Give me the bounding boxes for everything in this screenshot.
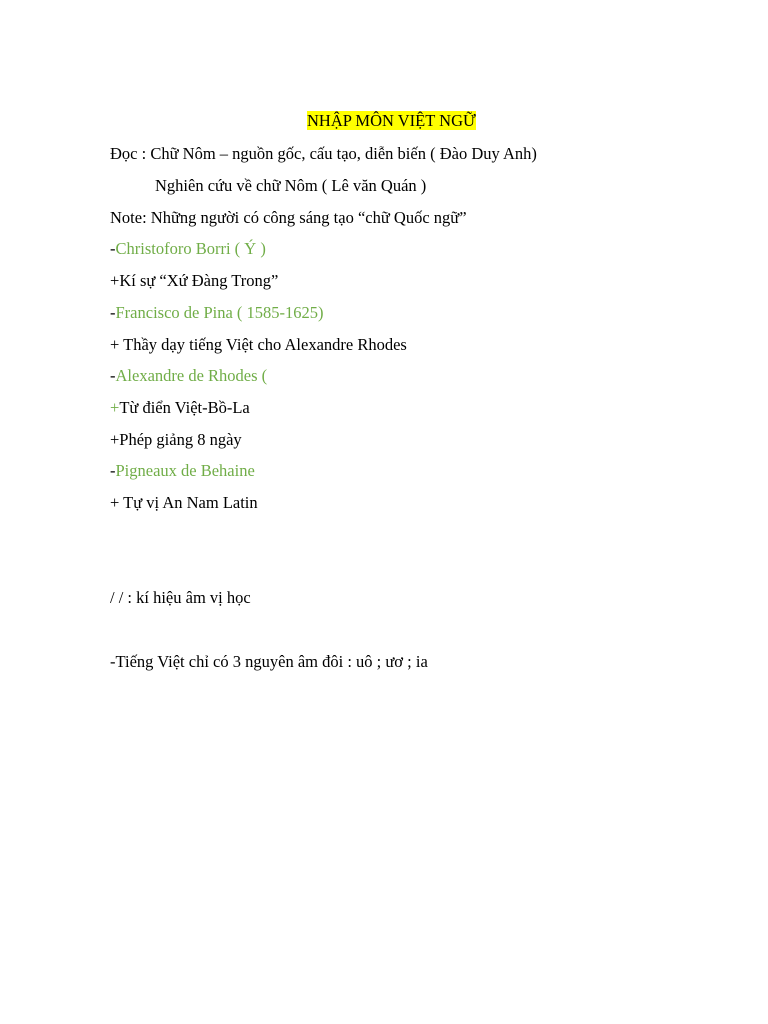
person-name-pina: Francisco de Pina ( 1585-1625) — [115, 303, 324, 322]
person-bullet: - — [110, 303, 116, 322]
reading-line-1 — [110, 143, 537, 165]
reading-item-1: Chữ Nôm – nguồn gốc, cấu tạo, diễn biến ( Đào Duy Anh) — [150, 144, 537, 163]
work-line-rhodes-2: +Phép giảng 8 ngày — [110, 430, 242, 449]
person-bullet: - — [110, 461, 116, 480]
note-line: Note: Những người có công sáng tạo “chữ Quốc ngữ” — [110, 208, 467, 227]
work-line-behaine — [110, 492, 258, 514]
person-name-behaine: Pigneaux de Behaine — [115, 461, 255, 480]
title-highlight: NHẬP MÔN VIỆT NGỮ — [307, 111, 476, 130]
reading-item-2: Nghiên cứu về chữ Nôm ( Lê văn Quán ) — [155, 176, 427, 195]
phonetic-note: / / : kí hiệu âm vị học — [110, 588, 251, 607]
diphthong-note: -Tiếng Việt chỉ có 3 nguyên âm đôi : uô ; ươ ; ia — [110, 652, 428, 671]
reading-label: Đọc : — [110, 144, 151, 163]
work-borri: Kí sự “Xứ Đàng Trong” — [119, 271, 279, 290]
person-line-borri — [110, 238, 266, 260]
document-title — [307, 110, 476, 132]
person-line-rhodes — [110, 365, 267, 387]
work-bullet: + — [110, 493, 120, 512]
work-bullet-green: + — [110, 398, 120, 417]
person-line-pina — [110, 302, 324, 324]
person-name-borri: Christoforo Borri ( Ý ) — [115, 239, 266, 258]
work-pina: Thầy dạy tiếng Việt cho Alexandre Rhodes — [119, 335, 407, 354]
work-rhodes-1: Từ điển Việt-Bồ-La — [119, 398, 250, 417]
reading-line-2 — [155, 175, 426, 197]
work-line-borri — [110, 270, 278, 292]
work-bullet: + — [110, 335, 120, 354]
work-behaine: Tự vị An Nam Latin — [119, 493, 258, 512]
work-line-rhodes-1 — [110, 397, 250, 419]
person-line-behaine — [110, 460, 255, 482]
person-name-rhodes: Alexandre de Rhodes ( — [115, 366, 268, 385]
work-bullet: + — [110, 271, 120, 290]
work-line-pina — [110, 334, 407, 356]
person-bullet: - — [110, 366, 116, 385]
person-bullet: - — [110, 239, 116, 258]
